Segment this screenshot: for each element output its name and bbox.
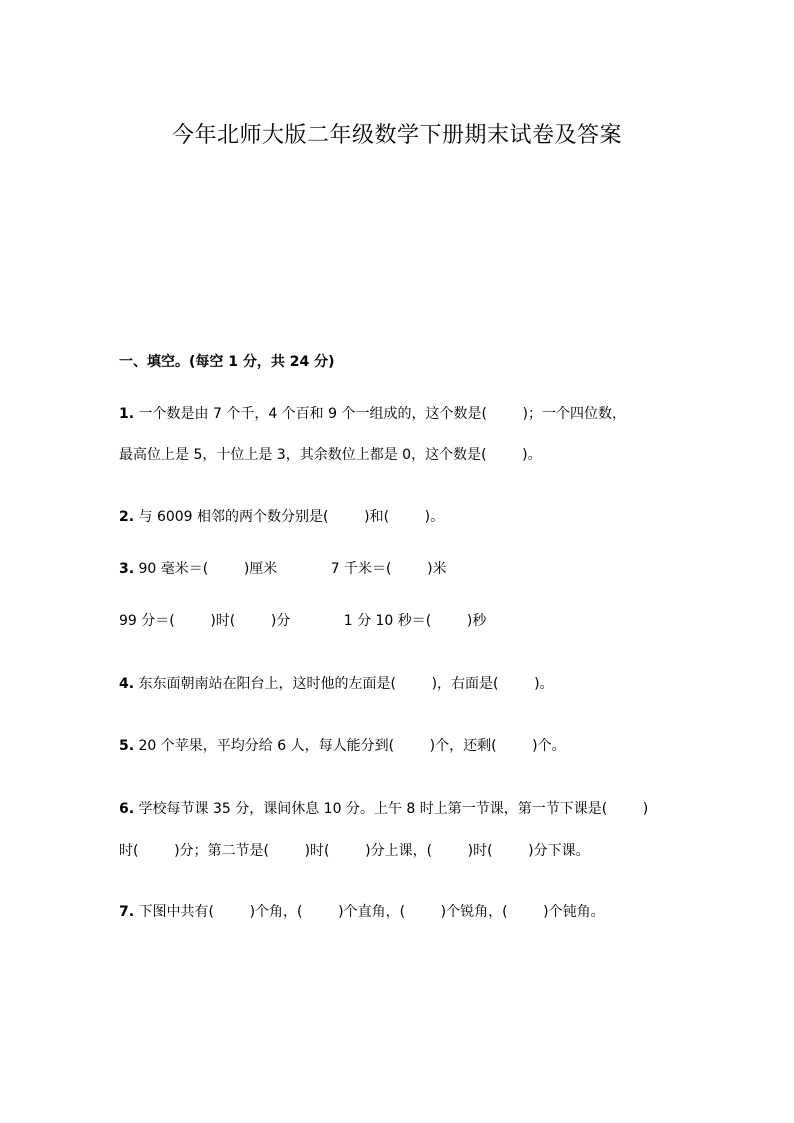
question-6-line-2: 时( )分；第二节是( )时( )分上课，( )时( )分下课。 [119,843,590,859]
question-3-line-1 [119,557,447,581]
question-text: 东东面朝南站在阳台上，这时他的左面是( )，右面是( )。 [134,676,554,692]
question-number: 3. [119,561,135,577]
question-text: 一个数是由 7 个千，4 个百和 9 个一组成的，这个数是( )；一个四位数， [134,406,627,422]
question-text: 下图中共有( )个角，( )个直角，( )个锐角，( )个钝角。 [134,904,605,920]
page-title: 今年北师大版二年级数学下册期末试卷及答案 [171,123,622,148]
question-3-line-2: 99 分＝( )时( )分 1 分 10 秒＝( )秒 [119,613,487,629]
question-1-line-2: 最高位上是 5，十位上是 3，其余数位上都是 0，这个数是( )。 [119,447,542,463]
question-text: 20 个苹果，平均分给 6 人，每人能分到( )个，还剩( )个。 [134,738,566,754]
question-number: 1. [119,406,135,422]
question-7-line-1 [119,900,605,924]
section-heading: 一、填空。(每空 1 分，共 24 分) [119,354,335,370]
question-2-line-1 [119,505,444,529]
question-number: 4. [119,676,135,692]
question-5-line-1 [119,734,566,758]
question-number: 5. [119,738,135,754]
question-1-line-1 [119,402,626,426]
question-text: 学校每节课 35 分，课间休息 10 分。上午 8 时上第一节课，第一节下课是( ) [134,801,649,817]
question-4-line-1 [119,672,554,696]
question-number: 2. [119,509,135,525]
question-text: 90 毫米＝( )厘米 7 千米＝( )米 [134,561,447,577]
question-number: 7. [119,904,135,920]
question-text: 与 6009 相邻的两个数分别是( )和( )。 [134,509,445,525]
question-6-line-1 [119,797,648,821]
question-number: 6. [119,801,135,817]
